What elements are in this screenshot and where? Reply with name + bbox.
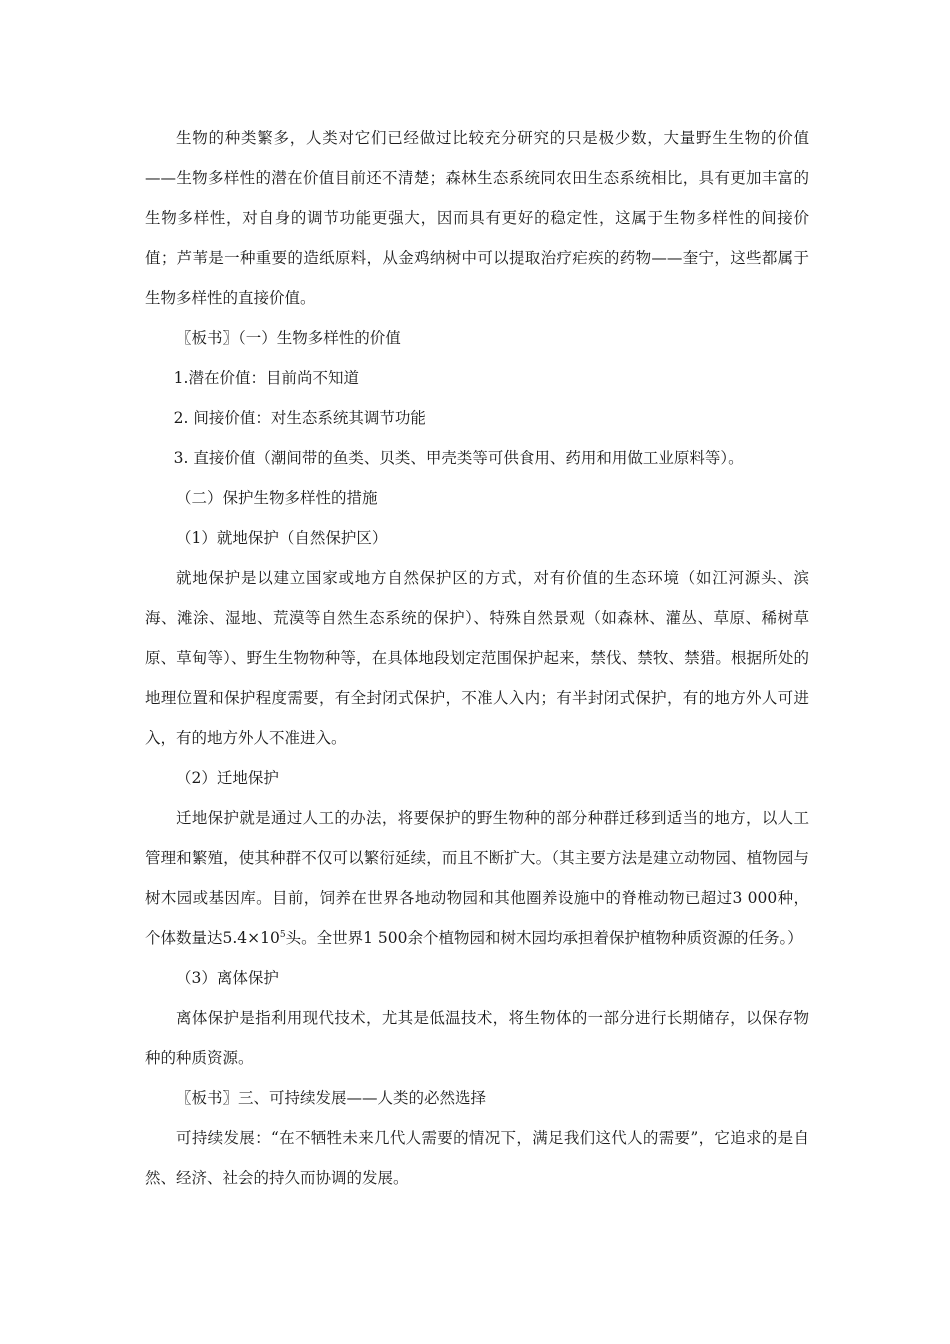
list-item-indirect-value: 2. 间接价值：对生态系统其调节功能 [173, 409, 426, 427]
heading-in-vitro: （3）离体保护 [176, 969, 279, 987]
list-item-potential-value: 1.潜在价值：目前尚不知道 [173, 369, 359, 387]
superscript-exponent: 5 [279, 930, 286, 940]
board-heading-sustainable: 〖板书〗三、可持续发展——人类的必然选择 [176, 1089, 487, 1107]
paragraph-ex-situ [145, 798, 809, 958]
document-page [145, 118, 809, 1198]
heading-in-situ: （1）就地保护（自然保护区） [176, 529, 388, 547]
board-heading-value: 〖板书〗（一）生物多样性的价值 [176, 329, 401, 347]
paragraph-biodiversity-value-intro: 生物的种类繁多，人类对它们已经做过比较充分研究的只是极少数，大量野生生物的价值——生物多样性的潜在价值目前还不清楚；森林生态系统同农田生态系统相比，具有更加丰富的生物多样性，对自身的调节功能更强大，因而具有更好的稳定性，这属于生物多样性的间接价值；芦苇是一种重要的造纸原料，从金鸡纳树中可以提取治疗疟疾的药物——奎宁，这些都属于生物多样性的直接价值。 [145, 129, 809, 307]
list-item-direct-value: 3. 直接价值（潮间带的鱼类、贝类、甲壳类等可供食用、药用和用做工业原料等）。 [173, 449, 744, 467]
paragraph-sustainable: 可持续发展：“在不牺牲未来几代人需要的情况下，满足我们这代人的需要”，它追求的是自然、经济、社会的持久而协调的发展。 [145, 1129, 809, 1187]
ex-situ-text-part1: 迁地保护就是通过人工的办法，将要保护的野生物种的部分种群迁移到适当的地方，以人工管理和繁殖，使其种群不仅可以繁衍延续，而且不断扩大。（其主要方法是建立动物园、植物园与树木园或基因库。目前，饲养在世界各地动物园和其他圈养设施中的脊椎动物已超过3 000种，个体数量达5.4×10 [145, 809, 809, 947]
heading-protection-measures: （二）保护生物多样性的措施 [176, 489, 378, 507]
heading-ex-situ: （2）迁地保护 [176, 769, 279, 787]
paragraph-in-situ: 就地保护是以建立国家或地方自然保护区的方式，对有价值的生态环境（如江河源头、滨海、滩涂、湿地、荒漠等自然生态系统的保护）、特殊自然景观（如森林、灌丛、草原、稀树草原、草甸等）、野生生物物种等，在具体地段划定范围保护起来，禁伐、禁牧、禁猎。根据所处的地理位置和保护程度需要，有全封闭式保护，不准人入内；有半封闭式保护，有的地方外人可进入，有的地方外人不准进入。 [145, 569, 809, 747]
ex-situ-text-part2: 头。全世界1 500余个植物园和树木园均承担着保护植物种质资源的任务。） [285, 929, 803, 947]
paragraph-in-vitro: 离体保护是指利用现代技术，尤其是低温技术，将生物体的一部分进行长期储存，以保存物种的种质资源。 [145, 1009, 809, 1067]
